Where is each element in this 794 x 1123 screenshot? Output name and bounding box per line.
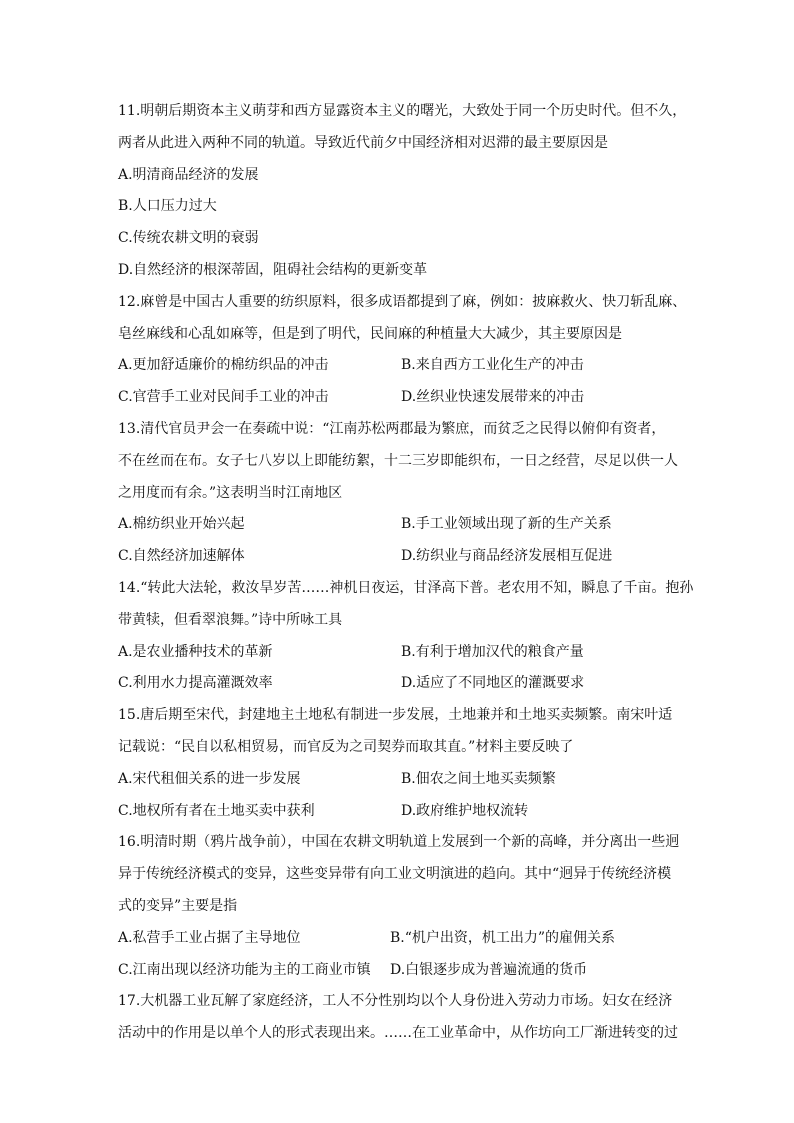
q16-option-a: A.私营手工业占据了主导地位 <box>118 929 301 946</box>
q11-option-a: A.明清商品经济的发展 <box>118 166 259 183</box>
q14-option-b: B.有利于增加汉代的粮食产量 <box>401 643 584 660</box>
q12-stem-line-2: 皂丝麻线和心乱如麻等，但是到了明代，民间麻的种植量大大减少，其主要原因是 <box>118 325 622 342</box>
q14-options-row-2 <box>118 668 684 700</box>
q14-option-a: A.是农业播种技术的革新 <box>118 643 273 660</box>
q12-option-d: D.丝织业快速发展带来的冲击 <box>401 389 585 406</box>
q11-option-b: B.人口压力过大 <box>118 198 217 215</box>
q16-stem-line-1: 16.明清时期（鸦片战争前），中国在农耕文明轨道上发展到一个新的高峰，并分离出一些迥 <box>118 834 680 851</box>
q16-options-row-1 <box>118 923 684 955</box>
q15-options-row-1 <box>118 764 684 796</box>
q12-options-row-2 <box>118 382 684 414</box>
q12-option-b: B.来自西方工业化生产的冲击 <box>401 357 584 374</box>
q11-stem-line-1: 11.明朝后期资本主义萌芽和西方显露资本主义的曙光，大致处于同一个历史时代。但不久， <box>118 103 687 119</box>
q13-option-c: C.自然经济加速解体 <box>118 548 245 565</box>
q12-stem-line-1: 12.麻曾是中国古人重要的纺织原料，很多成语都提到了麻，例如：披麻救火、快刀斩乱麻、 <box>118 293 687 310</box>
q13-options-row-2 <box>118 541 684 573</box>
q16-stem-line-3: 式的变异”主要是指 <box>118 897 238 914</box>
q14-options-row-1 <box>118 637 684 669</box>
q15-stem-line-2: 记载说：“民自以私相贸易，而官反为之司契券而取其直。”材料主要反映了 <box>118 738 574 755</box>
document-page <box>118 96 694 1050</box>
q11-stem-line-2: 两者从此进入两种不同的轨道。导致近代前夕中国经济相对迟滞的最主要原因是 <box>118 134 608 151</box>
q13-stem-line-3: 之用度而有余。”这表明当时江南地区 <box>118 484 343 501</box>
q13-options-row-1 <box>118 509 684 541</box>
q15-option-d: D.政府维护地权流转 <box>401 802 529 819</box>
q15-option-b: B.佃农之间土地买卖频繁 <box>401 770 556 787</box>
q17-stem-line-2: 活动中的作用是以单个人的形式表现出来。……在工业革命中，从作坊向工厂渐进转变的过 <box>118 1025 678 1042</box>
q16-stem-line-2: 异于传统经济模式的变异，这些变异带有向工业文明演进的趋向。其中“迥异于传统经济模 <box>118 866 672 883</box>
q13-stem-line-1: 13.清代官员尹会一在奏疏中说：“江南苏松两郡最为繁庶，而贫乏之民得以俯仰有资者， <box>118 420 666 437</box>
q14-stem-line-1: 14.“转此大法轮，救汝旱岁苦……神机日夜运，甘泽高下普。老农用不知，瞬息了千亩。抱孙 <box>118 579 694 596</box>
q14-option-d: D.适应了不同地区的灌溉要求 <box>401 675 585 692</box>
q13-option-a: A.棉纺织业开始兴起 <box>118 516 245 533</box>
q14-option-c: C.利用水力提高灌溉效率 <box>118 675 273 692</box>
q13-stem-line-2: 不在丝而在布。女子七八岁以上即能纺絮，十二三岁即能织布，一日之经营，尽足以供一人 <box>118 452 678 469</box>
q12-option-c: C.官营手工业对民间手工业的冲击 <box>118 389 329 406</box>
q11-option-c: C.传统农耕文明的衰弱 <box>118 230 259 247</box>
q13-option-d: D.纺织业与商品经济发展相互促进 <box>401 548 613 565</box>
q12-options-row-1 <box>118 350 684 382</box>
q15-option-c: C.地权所有者在土地买卖中获利 <box>118 802 315 819</box>
q14-stem-line-2: 带黄犊，但看翠浪舞。”诗中所咏工具 <box>118 611 343 628</box>
q16-option-b: B.“机户出资，机工出力”的雇佣关系 <box>390 929 616 946</box>
q15-options-row-2 <box>118 796 684 828</box>
q15-option-a: A.宋代租佃关系的进一步发展 <box>118 770 301 787</box>
q16-options-row-2 <box>118 955 684 987</box>
q16-option-d: D.白银逐步成为普遍流通的货币 <box>390 961 588 978</box>
q15-stem-line-1: 15.唐后期至宋代，封建地主土地私有制进一步发展，土地兼并和土地买卖频繁。南宋叶适 <box>118 707 673 724</box>
q17-stem-line-1: 17.大机器工业瓦解了家庭经济，工人不分性别均以个人身份进入劳动力市场。妇女在经济 <box>118 993 673 1010</box>
q16-option-c: C.江南出现以经济功能为主的工商业市镇 <box>118 961 371 978</box>
q11-option-d: D.自然经济的根深蒂固，阻碍社会结构的更新变革 <box>118 261 428 278</box>
q12-option-a: A.更加舒适廉价的棉纺织品的冲击 <box>118 357 329 374</box>
q13-option-b: B.手工业领域出现了新的生产关系 <box>401 516 612 533</box>
